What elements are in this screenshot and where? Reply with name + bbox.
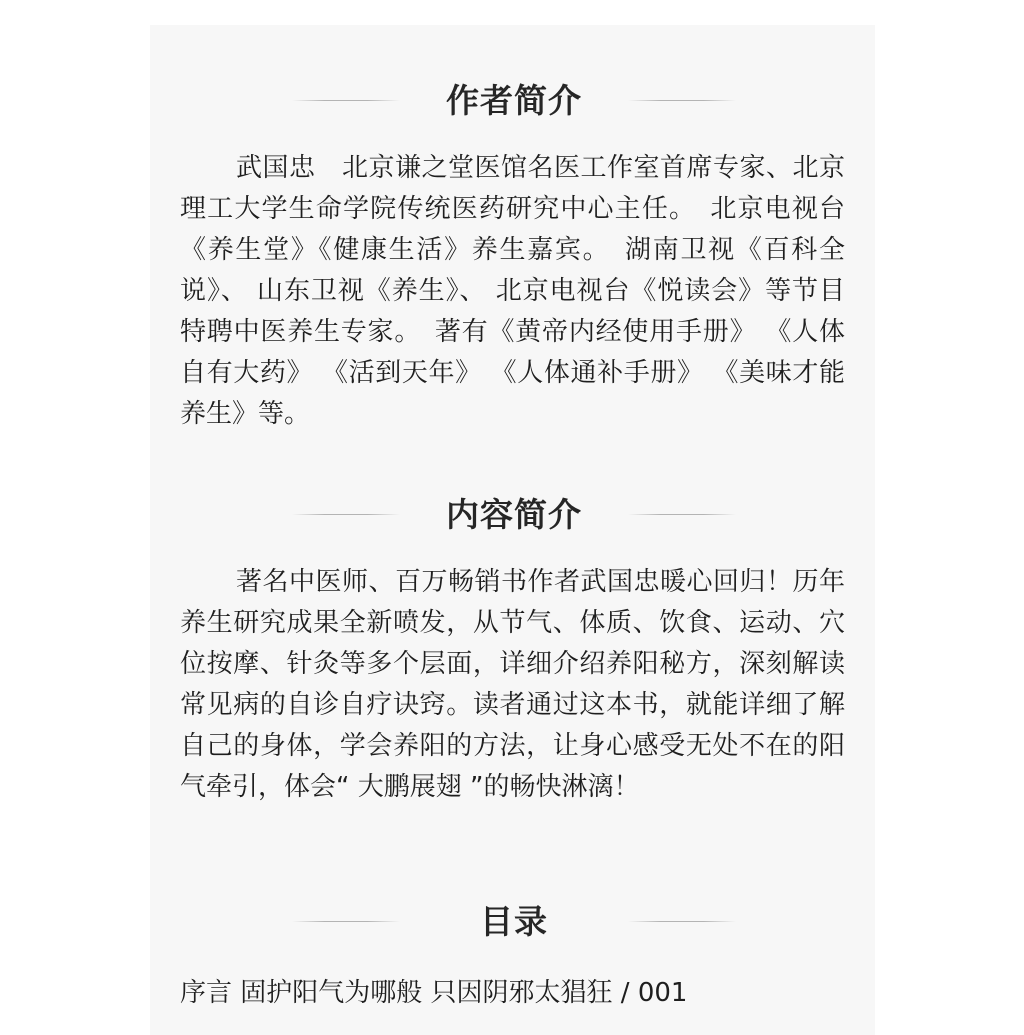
heading-divider-right [628,100,736,101]
toc-heading-title: 目录 [480,902,548,941]
content-heading-title: 内容简介 [446,495,582,534]
content-summary-paragraph: 著名中医师、百万畅销书作者武国忠暖心回归！历年养生研究成果全新喷发，从节气、体质、饮食、运动、穴位按摩、针灸等多个层面，详细介绍养阳秘方，深刻解读常见病的自诊自疗诀窍。读者通过这本书，就能详细了解自己的身体，学会养阳的方法，让身心感受无处不在的阳气牵引，体会“ 大鹏展翅 ”的畅快淋漓！ [180,567,845,802]
author-heading-title: 作者简介 [446,81,582,120]
heading-divider-right [628,514,736,515]
heading-divider-left [292,514,400,515]
content-heading [150,485,875,545]
heading-divider-left [292,100,400,101]
toc-entry: 序言 固护阳气为哪般 只因阴邪太猖狂 / 001 [180,978,688,1008]
heading-divider-left [292,921,400,922]
document-panel [150,25,875,1035]
watermark: jingheapp0x [908,987,989,1002]
author-heading [150,71,875,131]
heading-divider-right [628,921,736,922]
author-bio-paragraph: 武国忠 北京谦之堂医馆名医工作室首席专家、北京理工大学生命学院传统医药研究中心主任。 北京电视台《养生堂》《健康生活》养生嘉宾。 湖南卫视《百科全说》、 山东卫视《养生》、 北京电视台《悦读会》等节目特聘中医养生专家。 著有《黄帝内经使用手册》 《人体自有大药》 《活到天年》 《人体通补手册》 《美味才能养生》等。 [180,153,845,429]
toc-heading [150,892,875,952]
